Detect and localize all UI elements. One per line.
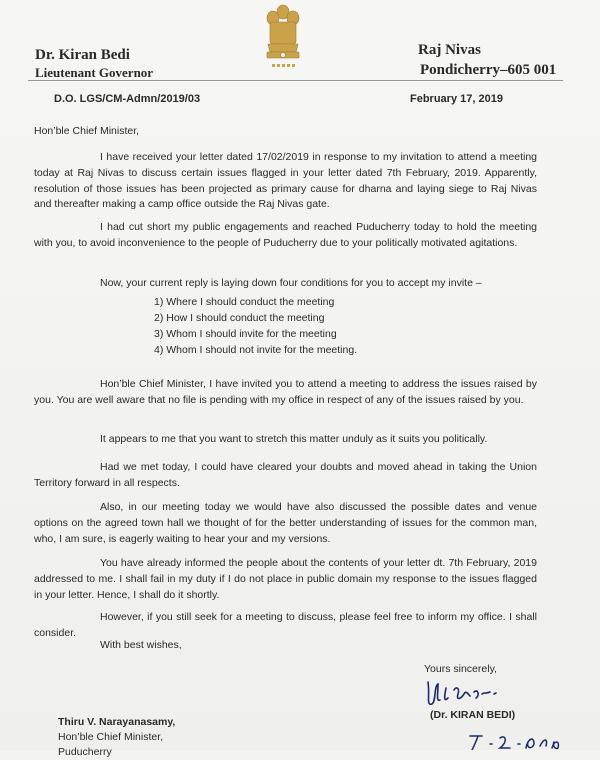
recipient-address — [58, 715, 175, 760]
list-item: 3) Whom I should invite for the meeting — [154, 328, 337, 340]
paragraph-2: I had cut short my public engagements and reached Puducherry today to hold the meeting with you, to avoid inconvenience to the people of Puducherry due to your politically motivated agitations. — [34, 221, 537, 249]
signatory-name: (Dr. KIRAN BEDI) — [430, 709, 516, 721]
list-item: 4) Whom I should not invite for the meeting. — [154, 344, 358, 356]
national-emblem-icon — [262, 2, 304, 86]
header-divider — [28, 80, 563, 81]
office-city: Pondicherry–605 001 — [420, 62, 557, 78]
handwritten-date — [460, 732, 570, 750]
letterhead-sender — [35, 46, 153, 81]
paragraph-5: It appears to me that you want to stretch this matter unduly as it suits you politically. — [100, 433, 488, 445]
letter-date: February 17, 2019 — [410, 93, 503, 105]
recipient-title: Hon’ble Chief Minister, — [58, 731, 164, 743]
list-item: 2) How I should conduct the meeting — [154, 312, 325, 324]
paragraph-6: Had we met today, I could have cleared your doubts and moved ahead in taking the Union Territory forward in all respects. — [34, 461, 537, 489]
paragraph-1: I have received your letter dated 17/02/2019 in response to my invitation to attend a meeting today at Raj Nivas to discuss certain issues flagged in your letter dated 7th February, 2019. Apparently, resolution of those issues has been projected as primary cause for dharna and laying siege to Raj Nivas and thereafter making a camp office outside the Raj Nivas gate. — [34, 151, 537, 211]
recipient-city: Puducherry — [58, 746, 112, 758]
paragraph-4: Hon’ble Chief Minister, I have invited you to attend a meeting to address the issues raised by you. You are well aware that no file is pending with my office in respect of any of the issues raised by you. — [34, 378, 537, 406]
reference-number: D.O. LGS/CM-Admn/2019/03 — [54, 93, 201, 105]
recipient-name: Thiru V. Narayanasamy, — [58, 716, 176, 728]
paragraph-7: Also, in our meeting today we would have also discussed the possible dates and venue options on the agreed town hall we thought of for the better understanding of issues for the common man, who, I am sure, is eagerly waiting to hear your and my versions. — [34, 501, 537, 545]
sender-title: Lieutenant Governor — [35, 65, 154, 80]
conditions-list — [154, 294, 357, 358]
office-name: Raj Nivas — [418, 42, 481, 58]
salutation: Hon’ble Chief Minister, — [34, 125, 140, 137]
signature-closing: Yours sincerely, — [424, 663, 497, 675]
letterhead-address — [418, 40, 556, 80]
sender-name: Dr. Kiran Bedi — [35, 47, 130, 63]
paragraph-9: However, if you still seek for a meeting to discuss, please feel free to inform my office. I shall consider. — [34, 611, 537, 639]
paragraph-8: You have already informed the people about the contents of your letter dt. 7th February, 2019 addressed to me. I shall fail in my duty if I do not place in public domain my response to the issues flagged in your letter. Hence, I shall do it shortly. — [34, 557, 537, 601]
list-item: 1) Where I should conduct the meeting — [154, 296, 335, 308]
closing-wishes: With best wishes, — [100, 639, 182, 651]
paragraph-3: Now, your current reply is laying down four conditions for you to accept my invite – — [100, 277, 482, 289]
handwritten-signature — [420, 676, 530, 708]
